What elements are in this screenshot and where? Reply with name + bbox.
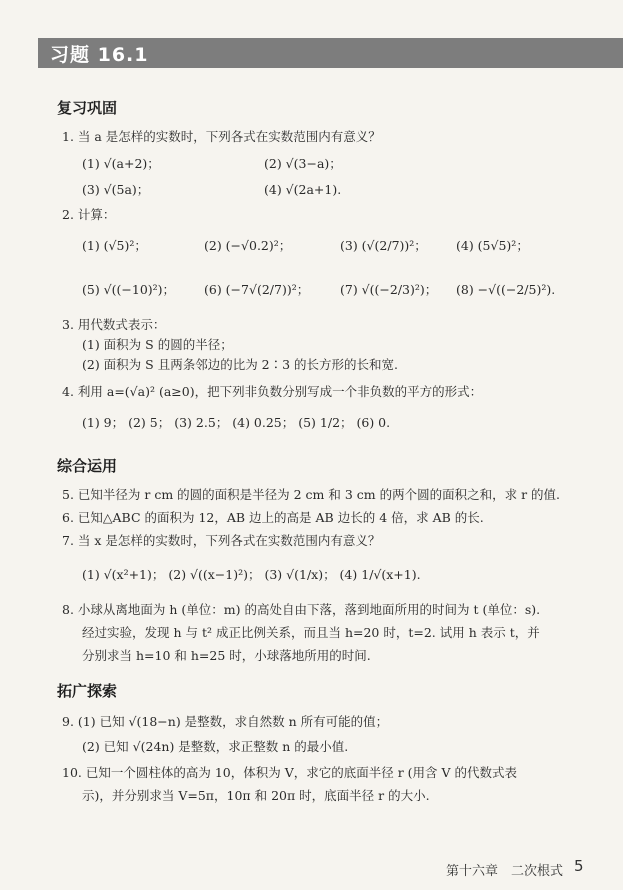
q7-stem: 7. 当 x 是怎样的实数时，下列各式在实数范围内有意义？: [62, 533, 381, 548]
section-apply-heading: 综合运用: [57, 457, 118, 475]
q2-part3: (3) (√(2/7))²；: [340, 238, 427, 253]
page-number: 5: [574, 857, 584, 875]
q1-part1: (1) √(a+2)；: [82, 156, 160, 171]
q2-part5: (5) √((−10)²)；: [82, 282, 176, 297]
section-review-heading: 复习巩固: [57, 99, 118, 117]
q10-line1: 10. 已知一个圆柱体的高为 10，体积为 V，求它的底面半径 r (用含 V 的代数式表: [62, 765, 518, 780]
q7-items: (1) √(x²+1)； (2) √((x−1)²)； (3) √(1/x)； (4) 1/√(x+1).: [82, 567, 421, 582]
q8-line1: 8. 小球从离地面为 h (单位：m) 的高处自由下落，落到地面所用的时间为 t (单位：s).: [62, 602, 541, 617]
q8-line2: 经过实验，发现 h 与 t² 成正比例关系，而且当 h=20 时，t=2. 试用 h 表示 t，并: [82, 625, 540, 640]
q2-part8: (8) −√((−2/5)²).: [456, 282, 556, 297]
section-extend-heading: 拓广探索: [57, 682, 118, 700]
q1-stem: 1. 当 a 是怎样的实数时，下列各式在实数范围内有意义？: [62, 129, 381, 144]
q5-stem: 5. 已知半径为 r cm 的圆的面积是半径为 2 cm 和 3 cm 的两个圆的面积之和，求 r 的值.: [62, 487, 560, 502]
q9-part2: (2) 已知 √(24n) 是整数，求正整数 n 的最小值.: [82, 739, 349, 754]
q4-stem: 4. 利用 a=(√a)² (a≥0)，把下列非负数分别写成一个非负数的平方的形式：: [62, 384, 483, 399]
q1-part4: (4) √(2a+1).: [264, 182, 342, 197]
footer-chapter: 第十六章 二次根式: [446, 864, 564, 879]
q8-line3: 分别求当 h=10 和 h=25 时，小球落地所用的时间.: [82, 648, 371, 663]
q3-part1: (1) 面积为 S 的圆的半径；: [82, 337, 233, 352]
q2-part1: (1) (√5)²；: [82, 238, 147, 253]
q3-stem: 3. 用代数式表示：: [62, 317, 166, 332]
q2-part7: (7) √((−2/3)²)；: [340, 282, 438, 297]
q2-part2: (2) (−√0.2)²；: [204, 238, 292, 253]
q10-line2: 示)，并分别求当 V=5π，10π 和 20π 时，底面半径 r 的大小.: [82, 788, 430, 803]
exercise-title: 习题 16.1: [50, 44, 149, 66]
q2-part6: (6) (−7√(2/7))²；: [204, 282, 310, 297]
q9-part1: 9. (1) 已知 √(18−n) 是整数，求自然数 n 所有可能的值；: [62, 714, 389, 729]
q1-part2: (2) √(3−a)；: [264, 156, 342, 171]
q3-part2: (2) 面积为 S 且两条邻边的比为 2∶3 的长方形的长和宽.: [82, 357, 399, 372]
q1-part3: (3) √(5a)；: [82, 182, 150, 197]
q2-stem: 2. 计算：: [62, 207, 116, 222]
q6-stem: 6. 已知△ABC 的面积为 12，AB 边上的高是 AB 边长的 4 倍，求 AB 的长.: [62, 510, 484, 525]
q4-items: (1) 9； (2) 5； (3) 2.5； (4) 0.25； (5) 1/2； (6) 0.: [82, 415, 391, 430]
q2-part4: (4) (5√5)²；: [456, 238, 529, 253]
